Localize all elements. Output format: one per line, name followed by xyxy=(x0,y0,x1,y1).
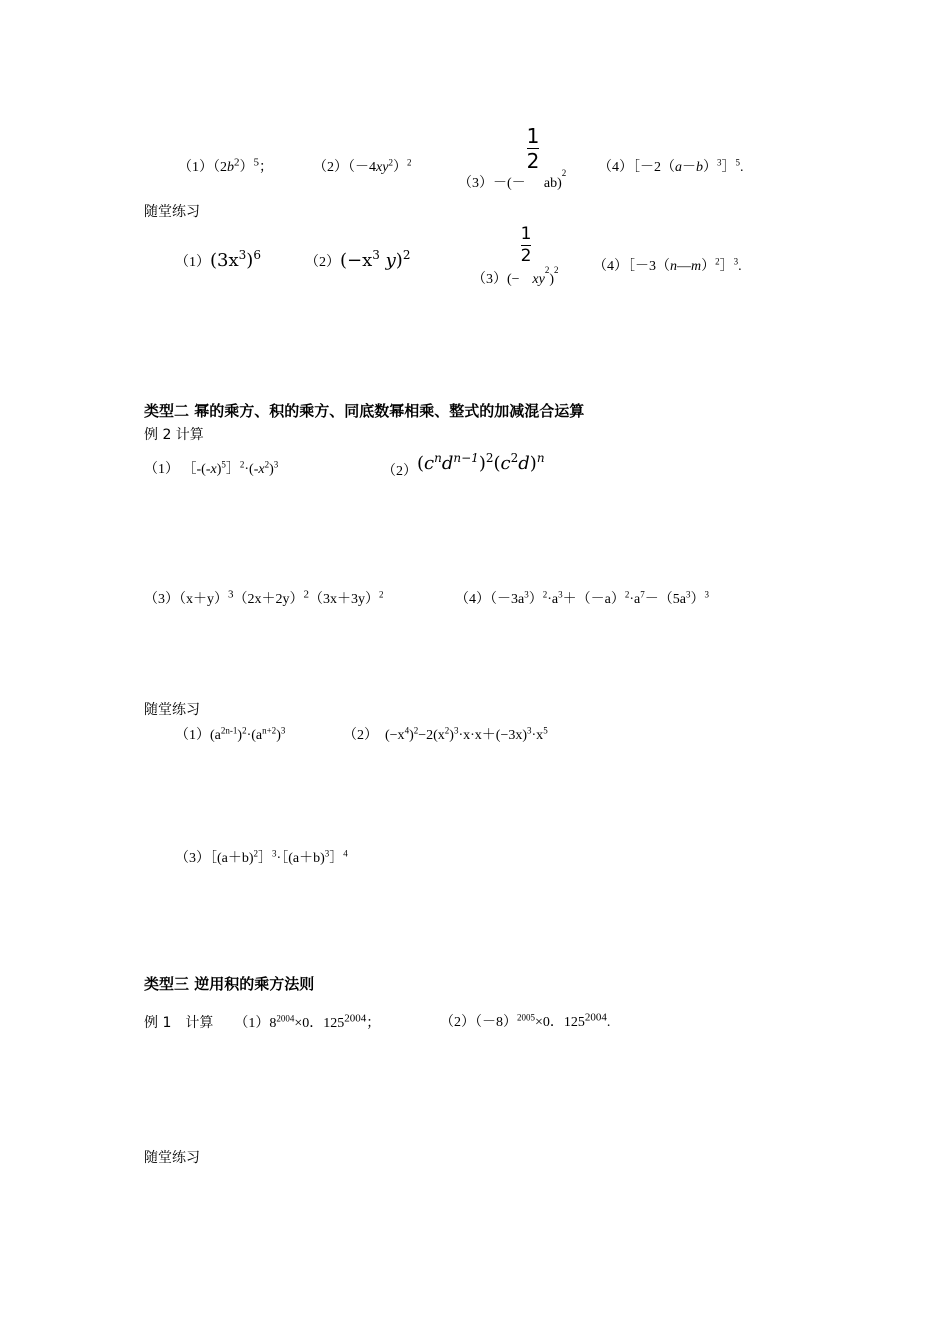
type2-example-2: $(2)(c^nd^{n-1})^2(c^2d)^n$ xyxy=(382,451,545,479)
type2-heading: 类型二 幂的乘方、积的乘方、同底数幂相乘、整式的加减混合运算 xyxy=(144,402,585,420)
practice-title-3: 随堂练习 xyxy=(144,1150,200,1166)
intro-problem-1: $(1)(2b^2)^5$； xyxy=(178,156,273,175)
practice1-problem-3: （3）(− $\frac{1}{2}$ $xy^2)^2$ xyxy=(472,224,559,287)
fraction-one-half: $\frac{1}{2}$ xyxy=(526,124,540,173)
practice-title-1: 随堂练习 xyxy=(144,204,200,220)
practice2-problem-3: $(3)[(a+b)^2]^3\cdot[(a+b)^3]^4$ xyxy=(175,848,348,866)
intro-problem-4: $(4)[-2(a-b)^3]^5$. xyxy=(598,157,744,175)
type2-example-label: 例 2 计算 xyxy=(144,427,204,443)
type3-example-2: $(2)(-8)^{2005}\times 0$．$125^{2004}$. xyxy=(440,1011,611,1030)
practice2-problem-1: $(1)(a^{2n-1})^2\cdot(a^{n+2})^3$ xyxy=(175,725,286,743)
practice-title-2: 随堂练习 xyxy=(144,702,200,718)
practice1-problem-1: $(1)(3x^3)^6$ xyxy=(175,248,261,271)
practice1-problem-2: $(2)(-x^3$ y)$^2$ xyxy=(305,248,411,271)
type3-heading: 类型三 逆用积的乘方法则 xyxy=(144,975,315,993)
intro-problem-3: （3）－(－ $\frac{1}{2}$ ab)$^2$ xyxy=(458,124,567,191)
type3-example-line: 例 1 计算 $(1)8^{2004}\times 0$．$125^{2004}$； xyxy=(144,1012,381,1031)
intro-problem-2: $(2)(-4xy^2)^2$ xyxy=(313,157,412,175)
practice1-problem-4: （4）［－3（n—m）$^2$］$^3$. xyxy=(593,256,742,274)
practice2-problem-2: （2） $(-x^4)^2-2(x^2)^3\cdot x\cdot x+(-3x)^3\cdot x^5$ xyxy=(343,725,548,743)
type2-example-4: $(4)(-3a^3)^2\cdot a^3+(-a)^2\cdot a^7-(5a^3)^3$ xyxy=(455,589,709,607)
type2-example-1: （1） $[-(-x)^5]^2\cdot(-x^2)^3$ xyxy=(144,459,279,477)
type2-example-3: $(3)(x+y)^3(2x+2y)^2(3x+3y)^2$ xyxy=(144,588,384,607)
fraction-one-half: $\frac{1}{2}$ xyxy=(520,224,532,266)
intro-problems-line xyxy=(178,156,273,175)
